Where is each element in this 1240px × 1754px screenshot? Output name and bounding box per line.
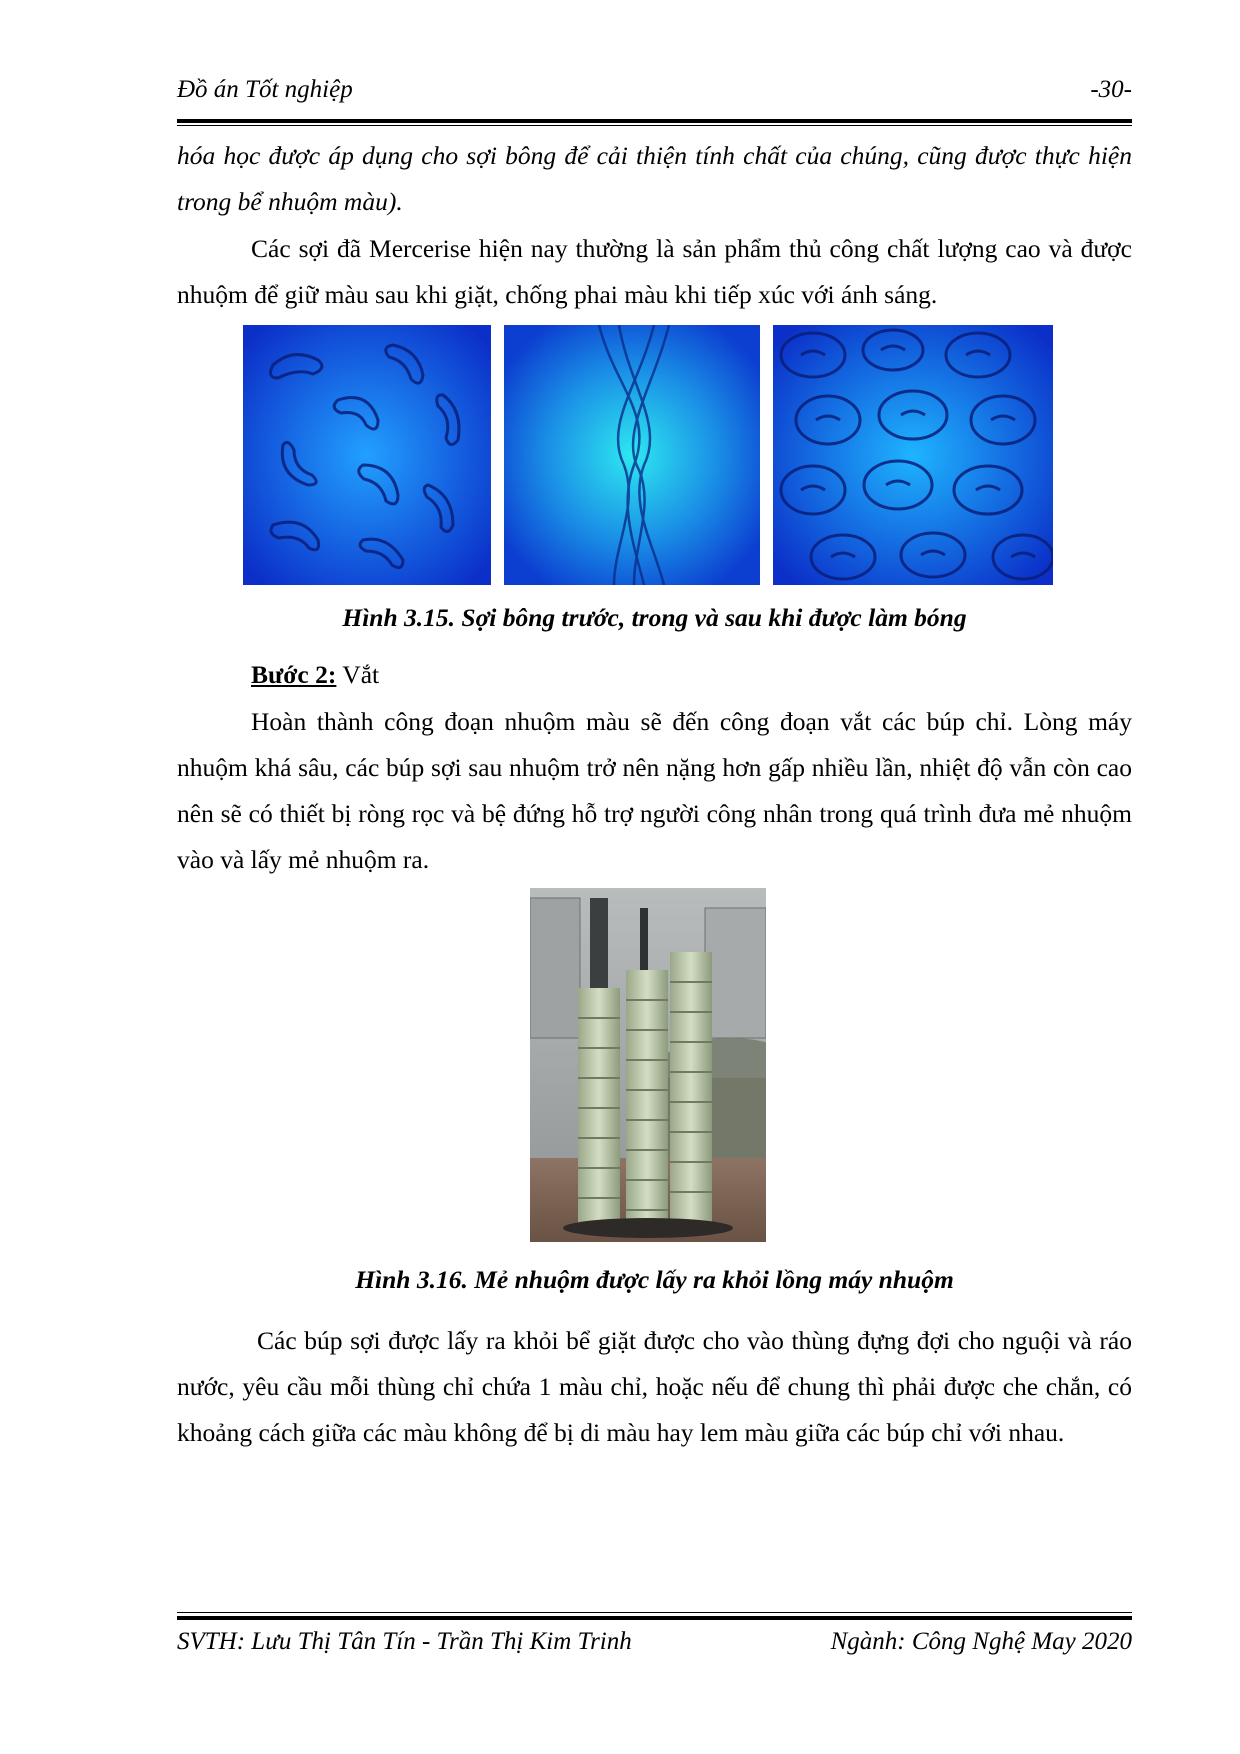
paragraph-mercerise: Các sợi đã Mercerise hiện nay thường là sản phẩm thủ công chất lượng cao và được nhuộm để giữ màu sau khi giặt, chống phai màu khi tiếp xúc với ánh sáng. — [177, 234, 1132, 309]
page-header — [177, 70, 1132, 118]
paragraph-continuation: hóa học được áp dụng cho sợi bông để cải thiện tính chất của chúng, cũng được thực hiện trong bể nhuộm màu). — [177, 141, 1132, 216]
page-footer — [177, 1628, 1132, 1668]
footer-authors: SVTH: Lưu Thị Tân Tín - Trần Thị Kim Trinh — [177, 1628, 632, 1655]
step-heading — [251, 655, 379, 695]
figure-3-15-caption: Hình 3.15. Sợi bông trước, trong và sau khi được làm bóng — [342, 603, 967, 632]
dyeing-batch-photo — [530, 888, 766, 1242]
footer-rule — [177, 1616, 1132, 1620]
step-title: Vắt — [342, 660, 380, 689]
footer-major: Ngành: Công Nghệ May 2020 — [830, 1628, 1132, 1655]
paragraph-cooling: Các búp sợi được lấy ra khỏi bể giặt được cho vào thùng đựng đợi cho nguội và ráo nước, yêu cầu mỗi thùng chỉ chứa 1 màu chỉ, hoặc nếu để chung thì phải được che chắn, có khoảng cách giữa các màu không để bị di màu hay lem màu giữa các búp chỉ với nhau. — [177, 1326, 1132, 1447]
fiber-before-image — [243, 325, 491, 585]
figure-3-15 — [243, 325, 1053, 585]
header-title: Đồ án Tốt nghiệp — [177, 76, 353, 103]
fiber-after-image — [773, 325, 1053, 585]
header-rule — [177, 119, 1132, 123]
footer-rule-thin — [177, 1612, 1132, 1613]
fiber-during-image — [504, 325, 760, 585]
figure-3-16-caption: Hình 3.16. Mẻ nhuộm được lấy ra khỏi lồng máy nhuộm — [355, 1265, 954, 1294]
header-rule-thin — [177, 125, 1132, 126]
step-label: Bước 2: — [251, 660, 337, 689]
header-page-number: -30- — [1090, 76, 1132, 103]
paragraph-wringing: Hoàn thành công đoạn nhuộm màu sẽ đến công đoạn vắt các búp chỉ. Lòng máy nhuộm khá sâu, các búp sợi sau nhuộm trở nên nặng hơn gấp nhiều lần, nhiệt độ vẫn còn cao nên sẽ có thiết bị ròng rọc và bệ đứng hỗ trợ người công nhân trong quá trình đưa mẻ nhuộm vào và lấy mẻ nhuộm ra. — [177, 707, 1132, 874]
